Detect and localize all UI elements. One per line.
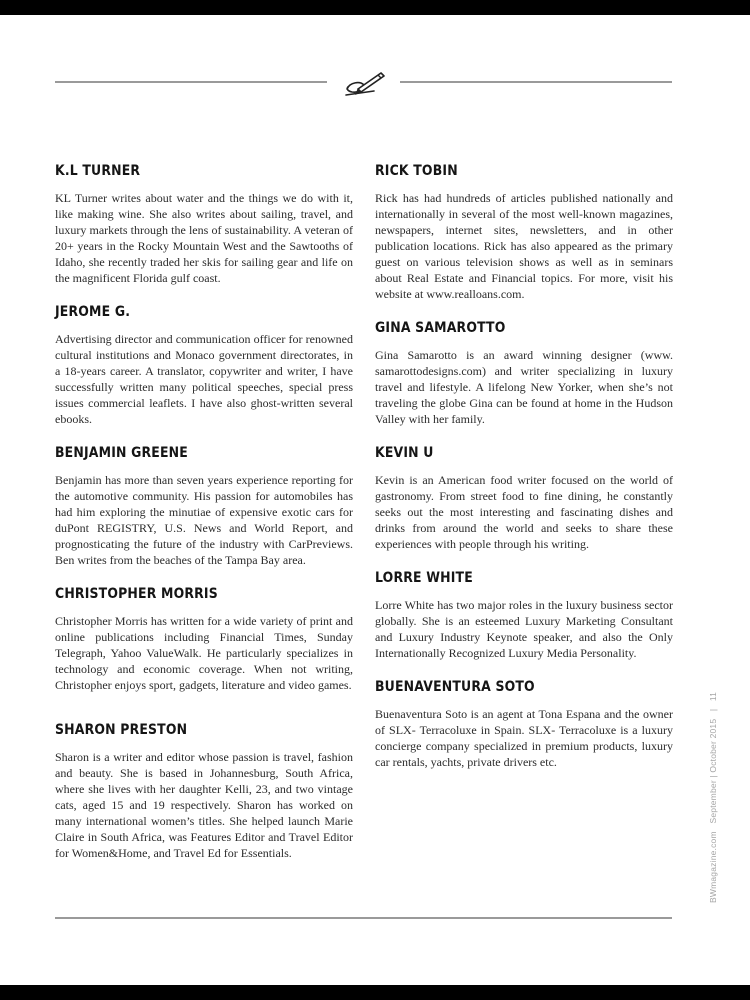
footer-website: BWmagazine.com [708,831,718,903]
bio-kevin-u [375,444,673,552]
bio-kl-turner [55,162,353,286]
contributor-bio: KL Turner writes about water and the things we do with it, like making wine. She also writes about sailing, travel, and luxury markets through the lens of sustainability. A veteran of 20+ years in the Rocky Mountain West and the Sawtooths of Idaho, she recently traded her skis for sailing gear and life on the magnificent Florida gulf coast. [55,191,353,285]
contributor-name: RICK TOBIN [375,163,458,179]
contributor-name: BENJAMIN GREENE [55,445,188,461]
bio-jerome-g [55,303,353,427]
pen-writing-icon [340,67,390,99]
bio-benjamin-greene [55,444,353,568]
bio-gina-samarotto [375,319,673,427]
bio-buenaventura-soto [375,678,673,770]
contributor-bio: Advertising director and communication officer for renowned cultural institutions and Monaco government directorates, in a 18-years career. A translator, copywriter and writer, I have successfully written many political speeches, special press issues commercial leaflets. I have also ghost-written several ebooks. [55,332,353,426]
contributor-name: CHRISTOPHER MORRIS [55,586,218,602]
magazine-page [0,15,750,985]
footer-separator: | [708,708,718,712]
contributor-bio: Sharon is a writer and editor whose passion is travel, fashion and beauty. She is based in Johannesburg, South Africa, where she lives with her daughter Kelli, 23, and two vintage cats, aged 15 and 19 respectively. Sharon has worked on many international women’s titles. She helped launch Marie Claire in South Africa, was Features Editor and Travel Editor for Women&Home, and Travel Ed for Essentials. [55,750,353,860]
left-column [55,162,353,861]
contributor-bio: Gina Samarotto is an award winning designer (www. samarottodesigns.com) and writer specializing in luxury travel and lifestyle. A lifelong New Yorker, when she’s not traveling the globe Gina can be found at home in the Hudson Valley with her family. [375,348,673,426]
contributor-bio: Benjamin has more than seven years experience reporting for the automotive community. His passion for automobiles has had him exploring the minutiae of expensive exotic cars for duPont REGISTRY, U.S. News and World Report, and prognosticating the future of the industry with CarPreviews. Ben writes from the beaches of the Tampa Bay area. [55,473,353,567]
header-rule-right [400,81,672,83]
contributor-name: K.L TURNER [55,163,141,179]
contributor-name: SHARON PRESTON [55,722,188,738]
bio-sharon-preston [55,721,353,861]
contributor-name: KEVIN U [375,445,434,461]
page-number: 11 [708,691,718,702]
contributor-bio: Lorre White has two major roles in the luxury business sector globally. She is an esteemed Luxury Marketing Consultant and Luxury Industry Keynote speaker, and also the Only Internationally Recognized Luxury Media Personality. [375,598,673,660]
contributor-bio: Christopher Morris has written for a wide variety of print and online publications including Financial Times, Sunday Telegraph, Yahoo ValueWalk. He particularly specializes in technology and economic coverage. When not writing, Christopher enjoys sport, gadgets, literature and video games. [55,614,353,692]
footer-issue: September | October 2015 [708,718,718,824]
bio-lorre-white [375,569,673,661]
right-column [375,162,673,770]
contributor-name: JEROME G. [55,304,131,320]
contributor-name: LORRE WHITE [375,570,473,586]
bio-rick-tobin [375,162,673,302]
contributor-name: BUENAVENTURA SOTO [375,679,535,695]
contributor-bio: Buenaventura Soto is an agent at Tona Espana and the owner of SLX- Terracoluxe in Spain. SLX- Terracoluxe is a luxury concierge company specialized in premium products, luxury car rentals, yachts, private drivers etc. [375,707,673,769]
contributor-bio: Kevin is an American food writer focused on the world of gastronomy. From street food to fine dining, he constantly seeks out the most interesting and fascinating dishes and drinks from around the world and seeks to share these experiences with people through his writing. [375,473,673,551]
footer-rule [55,917,672,919]
contributor-bio: Rick has had hundreds of articles published nationally and internationally in several of the most well-known magazines, newspapers, internet sites, newsletters, and in other publication locations. Rick has also appeared as the primary guest on various television shows as well as in seminars about Real Estate and Financial topics. For more, visit his website at www.realloans.com. [375,191,673,301]
header-rule-left [55,81,327,83]
page-footer [708,692,718,903]
contributor-name: GINA SAMAROTTO [375,320,506,336]
bio-christopher-morris [55,585,353,693]
